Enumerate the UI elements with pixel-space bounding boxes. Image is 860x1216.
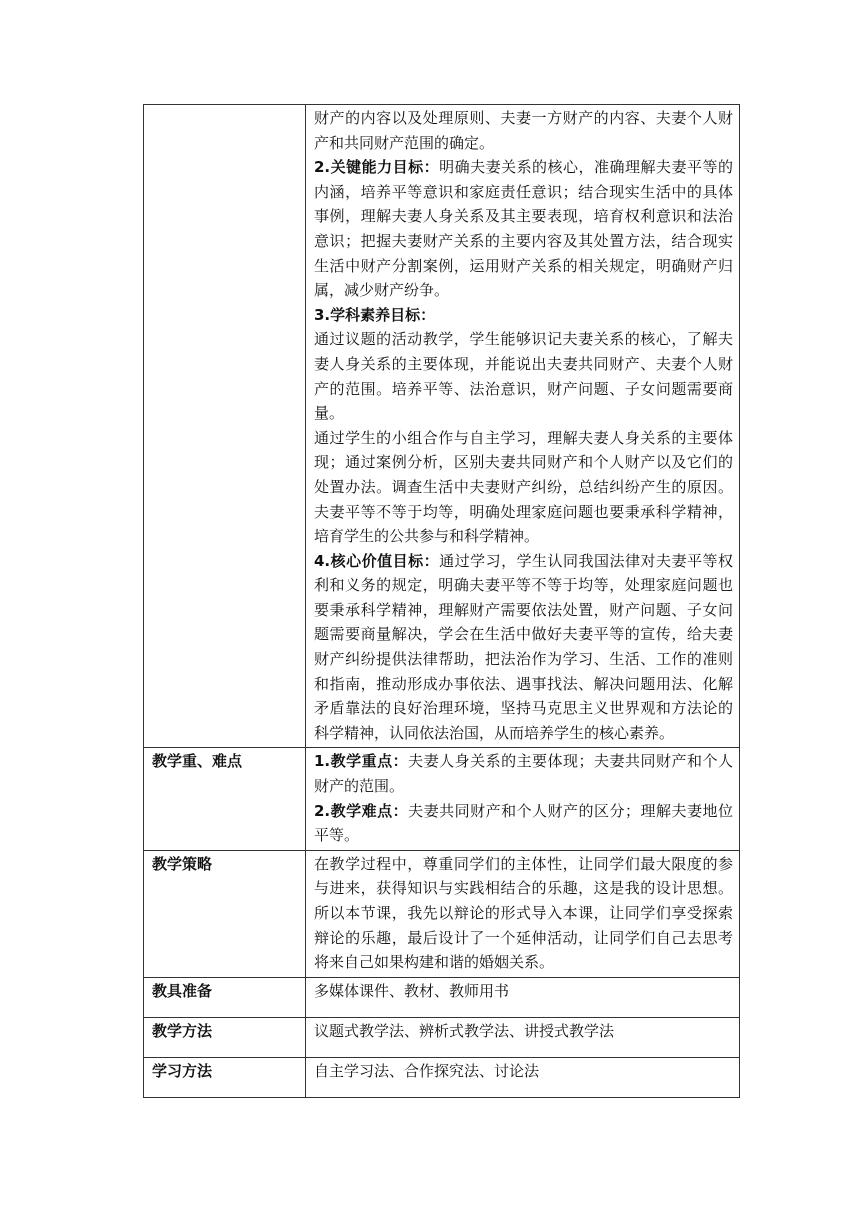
- value-objective-heading: 4.核心价值目标：: [314, 551, 440, 570]
- ability-objective: [314, 155, 733, 303]
- learning-methods-row: [144, 1057, 740, 1097]
- strategy-label: 教学策略: [144, 850, 306, 977]
- lesson-plan-table: [143, 104, 740, 1098]
- key-points-label: 教学重、难点: [144, 748, 306, 850]
- value-objective-text: 通过学习，学生认同我国法律对夫妻平等权利和义务的规定，明确夫妻平等不等于均等，处理家庭问题也要秉承科学精神，理解财产需要依法处置，财产问题、子女问题需要商量解决，学会在生活中做好夫妻平等的宣传，给夫妻财产纠纷提供法律帮助，把法治作为学习、生活、工作的准则和指南，推动形成办事依法、遇事找法、解决问题用法、化解矛盾靠法的良好治理环境，坚持马克思主义世界观和方法论的科学精神，认同依法治国，从而培养学生的核心素养。: [314, 551, 733, 742]
- tools-row: [144, 977, 740, 1017]
- objectives-intro: 财产的内容以及处理原则、夫妻一方财产的内容、夫妻个人财产和共同财产范围的确定。: [314, 109, 733, 152]
- key-point-text: 夫妻人身关系的主要体现；夫妻共同财产和个人财产的范围。: [314, 752, 733, 796]
- learning-methods-content: 自主学习法、合作探究法、讨论法: [306, 1057, 740, 1097]
- tools-content: 多媒体课件、教材、教师用书: [306, 977, 740, 1017]
- teaching-methods-content: 议题式教学法、辨析式教学法、讲授式教学法: [306, 1017, 740, 1057]
- difficulty-item: [314, 799, 733, 848]
- value-objective: [314, 549, 733, 746]
- key-point-heading: 1.教学重点：: [314, 752, 409, 771]
- literacy-objective-text-b: 通过学生的小组合作与自主学习，理解夫妻人身关系的主要体现；通过案例分析，区别夫妻共同财产和个人财产以及它们的处置办法。调查生活中夫妻财产纠纷，总结纠纷产生的原因。夫妻平等不等于均等，明确处理家庭问题也要秉承科学精神，培育学生的公共参与和科学精神。: [314, 428, 733, 546]
- difficulty-heading: 2.教学难点：: [314, 801, 409, 820]
- teaching-methods-label: 教学方法: [144, 1017, 306, 1057]
- objectives-content: [306, 105, 740, 748]
- tools-label: 教具准备: [144, 977, 306, 1017]
- key-points-content: [306, 748, 740, 850]
- strategy-content: 在教学过程中，尊重同学们的主体性，让同学们最大限度的参与进来，获得知识与实践相结合的乐趣，这是我的设计思想。所以本节课，我先以辩论的形式导入本课，让同学们享受探索辩论的乐趣，最后设计了一个延伸活动，让同学们自己去思考将来自己如果构建和谐的婚姻关系。: [306, 850, 740, 977]
- key-point-item: [314, 749, 733, 798]
- strategy-row: [144, 850, 740, 977]
- ability-objective-heading: 2.关键能力目标：: [314, 158, 440, 177]
- objectives-label: [144, 105, 306, 748]
- teaching-methods-row: [144, 1017, 740, 1057]
- ability-objective-text: 明确夫妻关系的核心，准确理解夫妻平等的内涵，培养平等意识和家庭责任意识；结合现实生活中的具体事例，理解夫妻人身关系及其主要表现，培育权利意识和法治意识；把握夫妻财产关系的主要内容及其处置方法，结合现实生活中财产分割案例，运用财产关系的相关规定，明确财产归属，减少财产纷争。: [314, 158, 733, 300]
- literacy-objective-text-a: 通过议题的活动教学，学生能够识记夫妻关系的核心，了解夫妻人身关系的主要体现，并能说出夫妻共同财产、夫妻个人财产的范围。培养平等、法治意识，财产问题、子女问题需要商量。: [314, 330, 733, 423]
- objectives-row: [144, 105, 740, 748]
- learning-methods-label: 学习方法: [144, 1057, 306, 1097]
- literacy-objective-heading: 3.学科素养目标：: [314, 305, 436, 324]
- key-points-row: [144, 748, 740, 850]
- difficulty-text: 夫妻共同财产和个人财产的区分；理解夫妻地位平等。: [314, 801, 733, 845]
